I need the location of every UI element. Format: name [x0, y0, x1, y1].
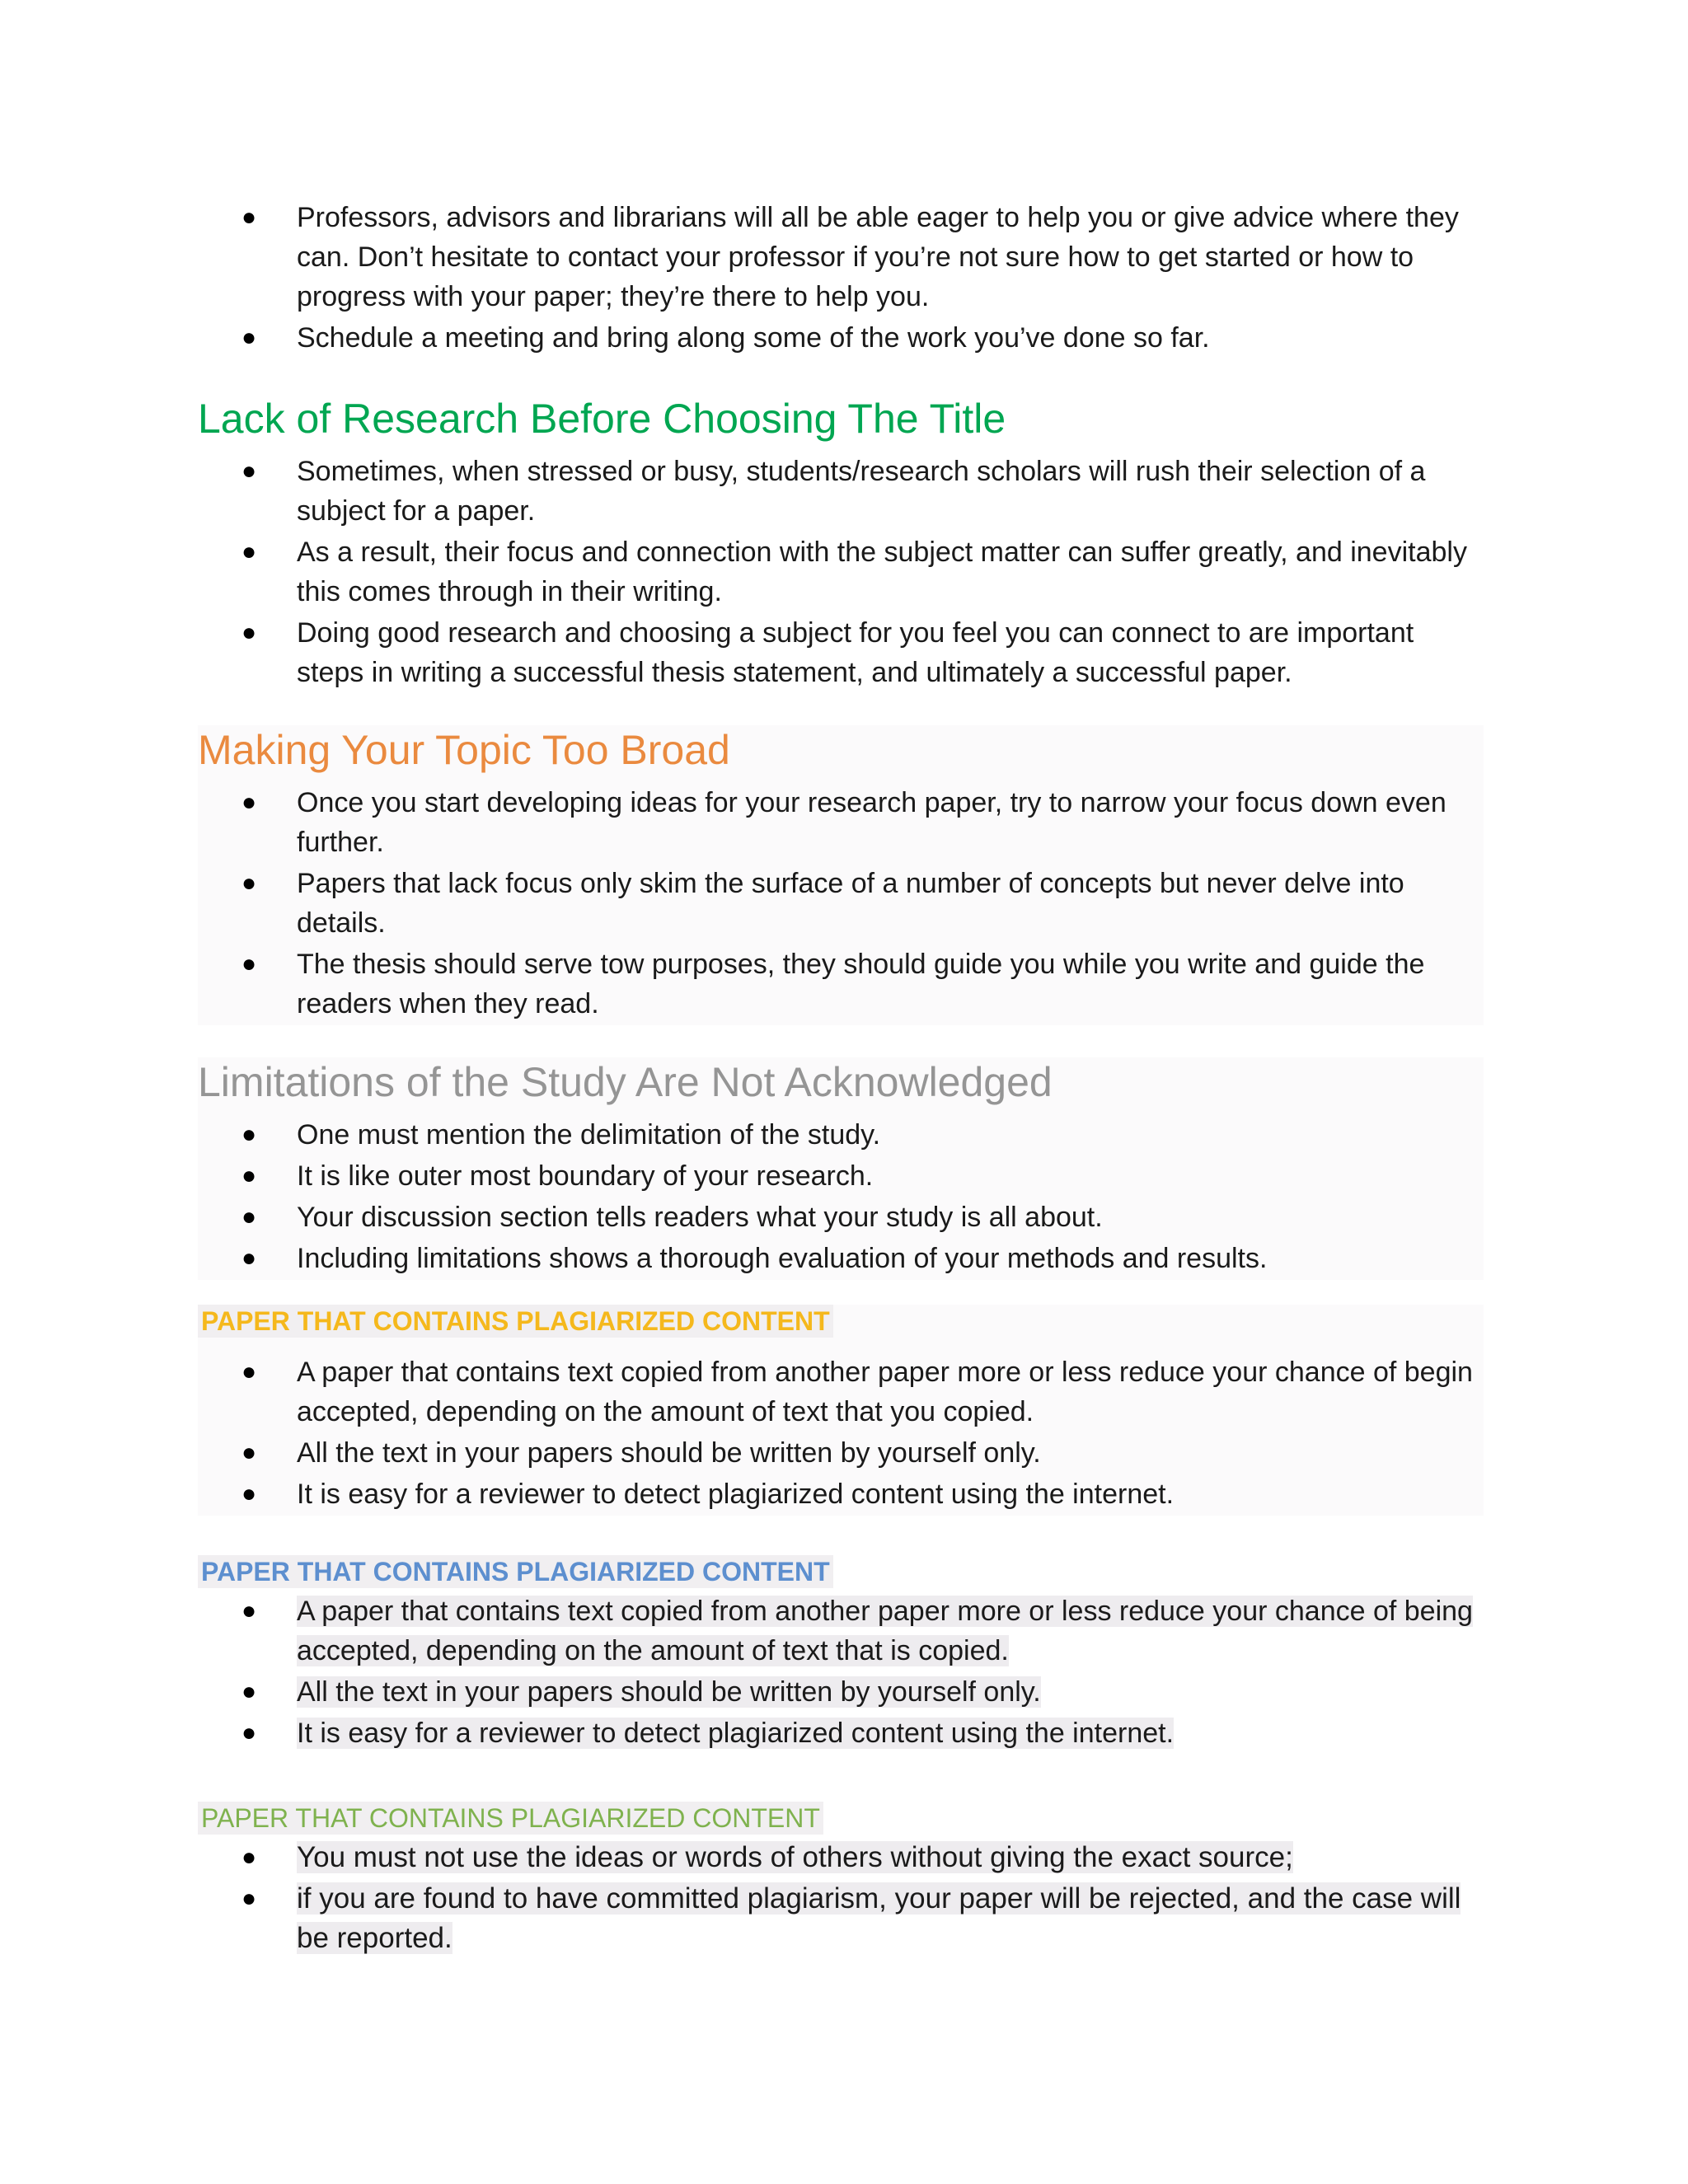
list-item: ● Sometimes, when stressed or busy, students/research scholars will rush their selection of a subject for a paper. — [198, 452, 1484, 531]
list-item: ● One must mention the delimitation of the study. — [198, 1115, 1484, 1155]
bullet-icon: ● — [241, 1597, 257, 1624]
list-item: ● Doing good research and choosing a subject for you feel you can connect to are important steps in writing a successful thesis statement, and ultimately a successful paper. — [198, 613, 1484, 692]
bullet-icon: ● — [241, 1203, 257, 1230]
list-item: ● Including limitations shows a thorough evaluation of your methods and results. — [198, 1239, 1484, 1278]
bullet-icon: ● — [241, 457, 257, 485]
limitations-section — [198, 1057, 1484, 1280]
limitations-list — [198, 1115, 1484, 1278]
bullet-icon: ● — [241, 1244, 257, 1272]
list-item: ● if you are found to have committed plagiarism, your paper will be rejected, and the case will be reported. — [198, 1879, 1484, 1958]
list-item: ● As a result, their focus and connection with the subject matter can suffer greatly, and inevitably this comes through in their writing. — [198, 532, 1484, 612]
plagiarism-section-1 — [198, 1305, 1484, 1516]
plagiarism-section-3 — [198, 1802, 1484, 1960]
list-item: ● Papers that lack focus only skim the surface of a number of concepts but never delve into details. — [198, 864, 1484, 943]
lack-research-list — [198, 452, 1484, 692]
section-heading: Lack of Research Before Choosing The Title — [198, 396, 1006, 442]
bullet-icon: ● — [241, 1885, 257, 1912]
list-item: ● Professors, advisors and librarians will all be able eager to help you or give advice where they can. Don’t hesitate to contact your professor if you’re not sure how to get started or how to progress with your paper; they’re there to help you. — [198, 198, 1484, 316]
section-heading: Making Your Topic Too Broad — [198, 727, 730, 773]
plagiarism-list-2 — [198, 1591, 1484, 1753]
too-broad-section — [198, 725, 1484, 1025]
section-heading: PAPER THAT CONTAINS PLAGIARIZED CONTENT — [198, 1305, 833, 1338]
intro-list — [198, 198, 1484, 358]
list-item: ● All the text in your papers should be written by yourself only. — [198, 1433, 1484, 1473]
bullet-icon: ● — [241, 789, 257, 816]
list-item: ● Once you start developing ideas for your research paper, try to narrow your focus down even further. — [198, 783, 1484, 862]
bullet-icon: ● — [241, 204, 257, 231]
list-item: ● Schedule a meeting and bring along some of the work you’ve done so far. — [198, 318, 1484, 358]
list-item: ● The thesis should serve tow purposes, they should guide you while you write and guide the readers when they read. — [198, 944, 1484, 1024]
list-item: ● It is like outer most boundary of your research. — [198, 1156, 1484, 1196]
plagiarism-section-2 — [198, 1555, 1484, 1755]
bullet-icon: ● — [241, 324, 257, 351]
list-item: ● It is easy for a reviewer to detect plagiarized content using the internet. — [198, 1713, 1484, 1753]
bullet-icon: ● — [241, 1678, 257, 1705]
list-item: ● A paper that contains text copied from another paper more or less reduce your chance of begin accepted, depending on the amount of text that you copied. — [198, 1352, 1484, 1432]
bullet-icon: ● — [241, 538, 257, 565]
bullet-icon: ● — [241, 869, 257, 897]
bullet-icon: ● — [241, 1480, 257, 1507]
section-heading: PAPER THAT CONTAINS PLAGIARIZED CONTENT — [198, 1555, 833, 1588]
bullet-icon: ● — [241, 1719, 257, 1746]
lack-research-section — [198, 394, 1484, 694]
list-item: ● A paper that contains text copied from another paper more or less reduce your chance of being accepted, depending on the amount of text that is copied. — [198, 1591, 1484, 1671]
list-item: ● It is easy for a reviewer to detect plagiarized content using the internet. — [198, 1474, 1484, 1514]
list-item: ● All the text in your papers should be written by yourself only. — [198, 1672, 1484, 1712]
bullet-icon: ● — [241, 1162, 257, 1189]
bullet-icon: ● — [241, 950, 257, 977]
bullet-icon: ● — [241, 1439, 257, 1466]
plagiarism-list-3 — [198, 1838, 1484, 1958]
plagiarism-list-1 — [198, 1352, 1484, 1514]
too-broad-list — [198, 783, 1484, 1024]
intro-section — [198, 198, 1484, 359]
bullet-icon: ● — [241, 1844, 257, 1871]
bullet-icon: ● — [241, 1121, 257, 1148]
section-heading: PAPER THAT CONTAINS PLAGIARIZED CONTENT — [198, 1802, 823, 1835]
bullet-icon: ● — [241, 619, 257, 646]
list-item: ● You must not use the ideas or words of others without giving the exact source; — [198, 1838, 1484, 1877]
list-item: ● Your discussion section tells readers what your study is all about. — [198, 1197, 1484, 1237]
section-heading: Limitations of the Study Are Not Acknowledged — [198, 1059, 1053, 1105]
bullet-icon: ● — [241, 1358, 257, 1385]
